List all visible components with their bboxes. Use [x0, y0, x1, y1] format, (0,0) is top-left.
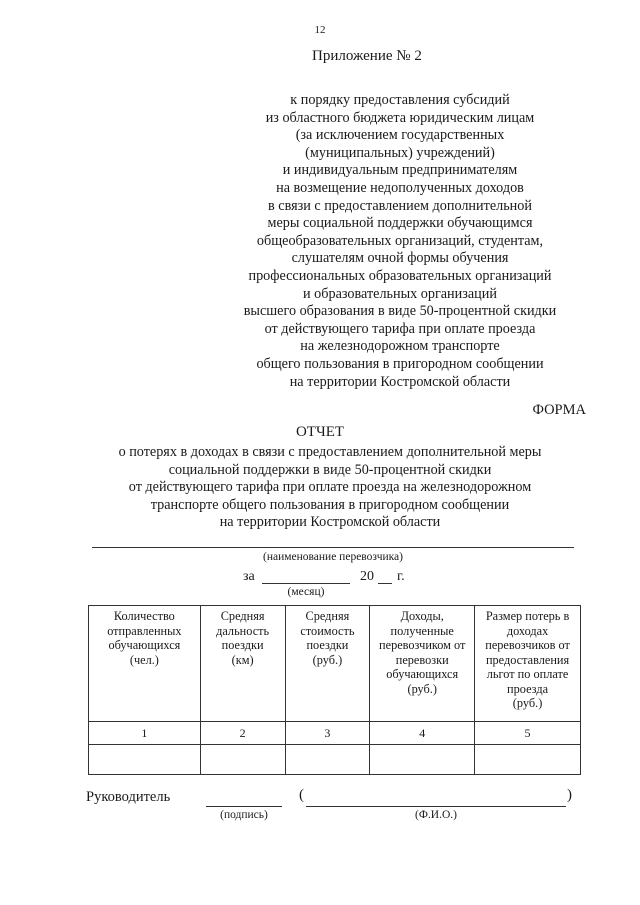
report-title: ОТЧЕТ	[295, 424, 345, 440]
order-line: на возмещение недополученных доходов	[276, 179, 524, 196]
report-subtitle-line: социальной поддержки в виде 50-процентной скидки	[168, 461, 492, 478]
header-losses: Размер потерь в доходах перевозчиков от предоставления льгот по оплате проезда (руб.)	[475, 606, 581, 722]
carrier-name-field[interactable]	[92, 547, 574, 548]
order-line: высшего образования в виде 50-процентной скидки	[243, 303, 557, 320]
header-students-count: Количество отправленных обучающихся (чел.)	[89, 606, 201, 722]
header-avg-cost: Средняя стоимость поездки (руб.)	[285, 606, 370, 722]
report-subtitle-line: транспорте общего пользования в пригородном сообщении	[150, 496, 510, 513]
order-line: в связи с предоставлением дополнительной	[268, 197, 532, 214]
carrier-caption: (наименование перевозчика)	[262, 551, 403, 563]
column-number: 4	[370, 722, 475, 745]
table-cell[interactable]	[285, 745, 370, 775]
order-line: слушателям очной формы обучения	[291, 250, 509, 267]
column-number: 1	[89, 722, 201, 745]
order-line: общеобразовательных организаций, студентам,	[256, 232, 544, 249]
year-field[interactable]	[378, 583, 392, 584]
order-description	[200, 92, 600, 391]
table-number-row	[89, 722, 581, 745]
period-prefix: за	[243, 569, 255, 584]
column-number: 2	[200, 722, 285, 745]
year-prefix: 20	[360, 569, 374, 584]
order-line: (муниципальных) учреждений)	[305, 144, 495, 161]
month-field[interactable]	[262, 583, 350, 584]
order-line: на железнодорожном транспорте	[300, 338, 500, 355]
appendix-title: Приложение № 2	[312, 48, 422, 64]
report-subtitle-line: на территории Костромской области	[219, 514, 441, 531]
form-label: ФОРМА	[532, 402, 586, 418]
full-name-field[interactable]	[306, 806, 566, 807]
name-caption: (Ф.И.О.)	[415, 809, 457, 821]
table-row	[89, 745, 581, 775]
report-subtitle-line: о потерях в доходах в связи с предоставлением дополнительной меры	[118, 444, 542, 460]
signature-field[interactable]	[206, 806, 282, 807]
name-close-paren: )	[567, 787, 572, 803]
table-cell[interactable]	[200, 745, 285, 775]
report-subtitle	[80, 444, 580, 532]
order-line: и образовательных организаций	[303, 285, 497, 302]
month-caption: (месяц)	[287, 586, 325, 598]
page-number: 12	[314, 24, 326, 36]
column-number: 5	[475, 722, 581, 745]
order-line: от действующего тарифа при оплате проезда	[264, 320, 536, 337]
order-line: (за исключением государственных	[295, 127, 505, 144]
header-income: Доходы, полученные перевозчиком от перевозки обучающихся (руб.)	[370, 606, 475, 722]
order-line: меры социальной поддержки обучающимся	[267, 215, 533, 232]
name-open-paren: (	[299, 787, 304, 803]
table-cell[interactable]	[475, 745, 581, 775]
order-line: на территории Костромской области	[289, 373, 511, 390]
year-suffix: г.	[397, 569, 405, 584]
header-avg-distance: Средняя дальность поездки (км)	[200, 606, 285, 722]
report-table	[88, 605, 581, 775]
order-line: из областного бюджета юридическим лицам	[265, 109, 535, 126]
report-subtitle-line: от действующего тарифа при оплате проезда на железнодорожном	[128, 479, 532, 496]
signature-caption: (подпись)	[220, 809, 268, 821]
order-line: и индивидуальным предпринимателям	[282, 162, 518, 179]
table-header-row	[89, 606, 581, 722]
order-line: общего пользования в пригородном сообщении	[256, 355, 544, 372]
order-line: к порядку предоставления субсидий	[290, 92, 510, 108]
table-cell[interactable]	[89, 745, 201, 775]
order-line: профессиональных образовательных организаций	[248, 267, 552, 284]
signature-label: Руководитель	[86, 789, 171, 805]
table-cell[interactable]	[370, 745, 475, 775]
column-number: 3	[285, 722, 370, 745]
